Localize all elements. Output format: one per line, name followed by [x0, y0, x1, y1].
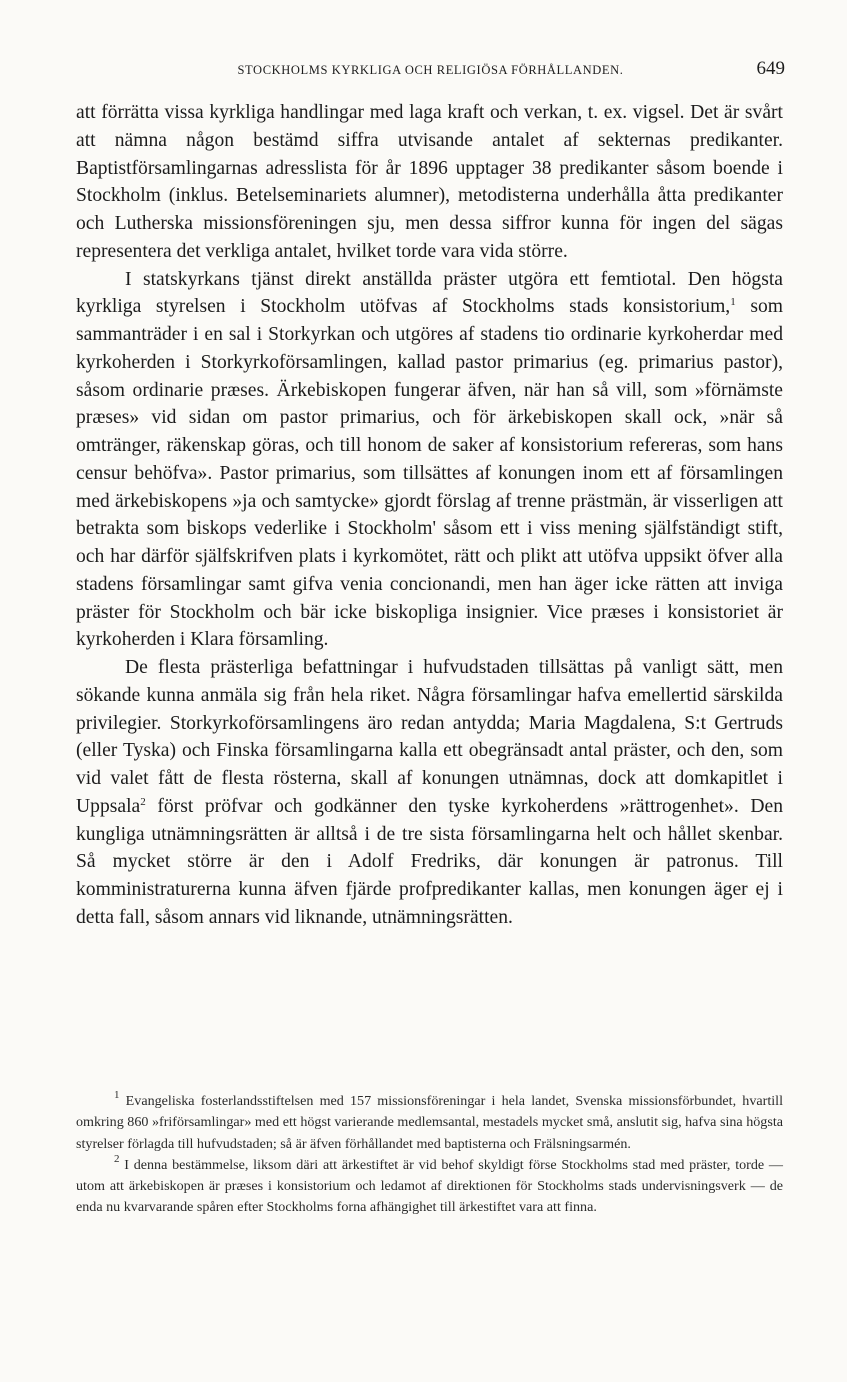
footnote-ref-2: 2: [140, 795, 146, 808]
paragraph-2: [76, 266, 783, 655]
paragraph-1: [76, 99, 783, 266]
page-header: [76, 60, 785, 82]
page-number: 649: [756, 58, 785, 79]
footnote-2: [76, 1152, 783, 1219]
footnote-1-mark: 1: [114, 1089, 120, 1101]
body-text: [76, 99, 783, 932]
footnote-1: [76, 1091, 783, 1155]
paragraph-2-text-b: som sammanträder i en sal i Storkyrkan och utgöres af stadens tio ordinarie kyrkoherdar med kyrkoherden i Storkyrkoförsamlingen, kallad pastor primarius (eg. primarius pastor), såsom ordinarie præses. Ärkebiskopen fungerar äfven, när han så vill, som »förnämste præses» vid sidan om pastor primarius, och för ärkebiskopen skall ock, »när så omtränger, räkenskap göras, och till honom de saker af konsistorium refereras, som hans censur behöfva». Pastor primarius, som tillsättes af konungen inom ett af församlingen med ärkebiskopens »ja och samtycke» gjordt förslag af trenne prästmän, är visserligen att betrakta som biskops vederlike i Stockholm' såsom ett i viss mening själfständigt stift, och har därför själfskrifven plats i kyrkomötet, rätt och plikt att utöfva uppsikt öfver alla stadens församlingar samt gifva venia concionandi, men han äger icke rätten att inviga präster för Stockholm och bär icke biskopliga insignier. Vice præses i konsistoriet är kyrkoherden i Klara församling.: [76, 296, 783, 651]
footnote-ref-1: 1: [730, 296, 736, 309]
paragraph-3-text-b: först pröfvar och godkänner den tyske kyrkoherdens »rättrogenhet». Den kungliga utnämningsrätten är alltså i de tre sista församlingarna helt och hållet skenbar. Så mycket större är den i Adolf Fredriks, där konungen är patronus. Till komministraturerna kunna äfven fjärde profpredikanter kallas, men konungen äger ej i detta fall, såsom annars vid liknande, utnämningsrätten.: [76, 795, 783, 928]
paragraph-1-text: att förrätta vissa kyrkliga handlingar med laga kraft och verkan, t. ex. vigsel. Det är svårt att nämna någon bestämd siffra utvisande antalet af sekternas predikanter. Baptistförsamlingarnas adresslista för år 1896 upptager 38 predikanter såsom boende i Stockholm (inklus. Betelseminariets alumner), metodisterna underhålla åtta predikanter och Lutherska missionsföreningen sju, men dessa siffror kunna för ingen del sägas representera det verkliga antalet, hvilket torde vara vida större.: [76, 102, 783, 262]
paragraph-3: [76, 654, 783, 932]
footnote-1-text: Evangeliska fosterlandsstiftelsen med 157 missionsföreningar i hela landet, Svenska missionsförbundet, hvartill omkring 860 »friförsamlingar» med ett högst varierande medlemsantal, mestadels mycket små, anslutit sig, hafva sina högsta styrelser förlagda till hufvudstaden; så är äfven förhållandet med baptisterna och Frälsningsarmén.: [76, 1093, 783, 1152]
footnote-2-mark: 2: [114, 1152, 120, 1165]
paragraph-3-text-a: De flesta prästerliga befattningar i hufvudstaden tillsättas på vanligt sätt, men sökande kunna anmäla sig från hela riket. Några församlingar hafva emellertid särskilda privilegier. Storkyrkoförsamlingens äro redan antydda; Maria Magdalena, S:t Gertruds (eller Tyska) och Finska församlingarna kalla ett obegränsadt antal präster, och den, som vid valet fått de flesta rösterna, skall af konungen utnämnas, dock att domkapitlet i Uppsala: [76, 657, 783, 817]
paragraph-2-text-a: I statskyrkans tjänst direkt anställda präster utgöra ett femtiotal. Den högsta kyrkliga styrelsen i Stockholm utöfvas af Stockholms stads konsistorium,: [76, 268, 783, 318]
footnotes: [76, 1091, 783, 1219]
footnote-2-text: I denna bestämmelse, liksom däri att ärkestiftet är vid behof skyldigt förse Stockholms stad med präster, torde — utom att ärkebiskopen är præses i konsistorium och ledamot af direktionen för Stockholms stads undervisningsverk — de enda nu kvarvarande spåren efter Stockholms forna afhängighet till ärkestiftet vara att finna.: [76, 1156, 783, 1216]
running-title: STOCKHOLMS KYRKLIGA OCH RELIGIÖSA FÖRHÅLLANDEN.: [237, 63, 624, 77]
